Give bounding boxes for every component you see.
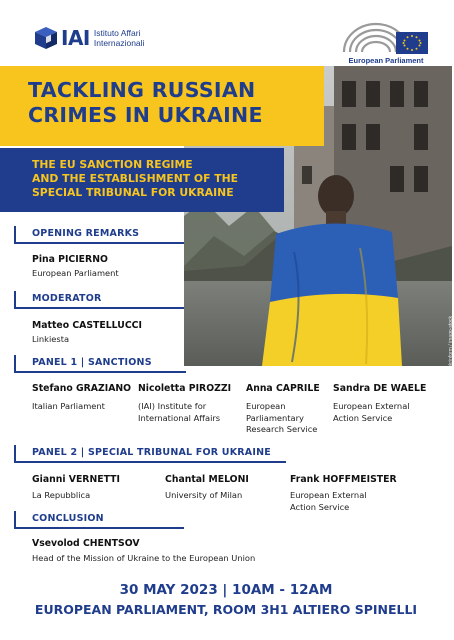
european-parliament-logo	[340, 18, 432, 70]
ep-label: European Parliament	[348, 56, 424, 65]
title-banner	[0, 66, 324, 146]
section-heading: PANEL 1 | SANCTIONS	[32, 357, 152, 368]
section-panel-1	[14, 355, 186, 373]
photo-credit: Photo: ukrinform / imago-stock	[448, 316, 454, 384]
speaker-affiliation: Head of the Mission of Ukraine to the European Union	[32, 553, 256, 563]
speaker-name: Gianni VERNETTI	[32, 474, 120, 485]
speaker-affiliation: European External Action Service	[333, 401, 410, 423]
speaker-name: Anna CAPRILE	[246, 383, 320, 394]
speaker-name: Stefano GRAZIANO	[32, 383, 132, 394]
section-heading: MODERATOR	[32, 293, 102, 304]
speaker-affiliation: Italian Parliament	[32, 401, 105, 411]
speaker-name: Matteo CASTELLUCCI	[32, 320, 142, 331]
speaker-name: Nicoletta PIROZZI	[138, 383, 232, 394]
section-heading: CONCLUSION	[32, 513, 104, 524]
iai-full-name: Istituto Affari Internazionali	[93, 28, 145, 48]
speaker-affiliation: European Parliament	[32, 268, 119, 278]
speaker-affiliation: Linkiesta	[32, 334, 70, 344]
section-panel-2	[14, 445, 286, 463]
speaker-name: Pina PICIERNO	[32, 254, 108, 265]
section-moderator	[14, 291, 184, 309]
event-venue: EUROPEAN PARLIAMENT, ROOM 3H1 ALTIERO SPINELLI	[34, 602, 418, 617]
speaker-affiliation: (IAI) Institute for International Affairs	[138, 401, 221, 423]
speaker-affiliation: European Parliamentary Research Service	[246, 401, 318, 434]
iai-cube-icon	[34, 26, 58, 50]
iai-letters: IAI	[61, 26, 90, 50]
section-opening-remarks	[14, 226, 184, 244]
parliament-hemicycle-icon	[340, 18, 432, 56]
section-heading: OPENING REMARKS	[32, 228, 140, 239]
speaker-name: Frank HOFFMEISTER	[290, 474, 397, 485]
iai-logo	[34, 26, 144, 50]
speaker-affiliation: La Repubblica	[32, 490, 91, 500]
speaker-affiliation: European External Action Service	[290, 490, 367, 512]
subtitle-banner	[0, 148, 284, 212]
event-title: TACKLING RUSSIAN CRIMES IN UKRAINE	[28, 78, 263, 127]
speaker-name: Vsevolod CHENTSOV	[32, 538, 140, 549]
section-conclusion	[14, 511, 184, 529]
speaker-affiliation: University of Milan	[165, 490, 243, 500]
section-heading: PANEL 2 | SPECIAL TRIBUNAL FOR UKRAINE	[32, 447, 271, 458]
event-date-time: 30 MAY 2023 | 10AM - 12AM	[119, 582, 333, 598]
event-subtitle: THE EU SANCTION REGIME AND THE ESTABLISHMENT OF THE SPECIAL TRIBUNAL FOR UKRAINE	[32, 158, 238, 200]
speaker-name: Sandra DE WAELE	[333, 383, 427, 394]
speaker-name: Chantal MELONI	[165, 474, 249, 485]
